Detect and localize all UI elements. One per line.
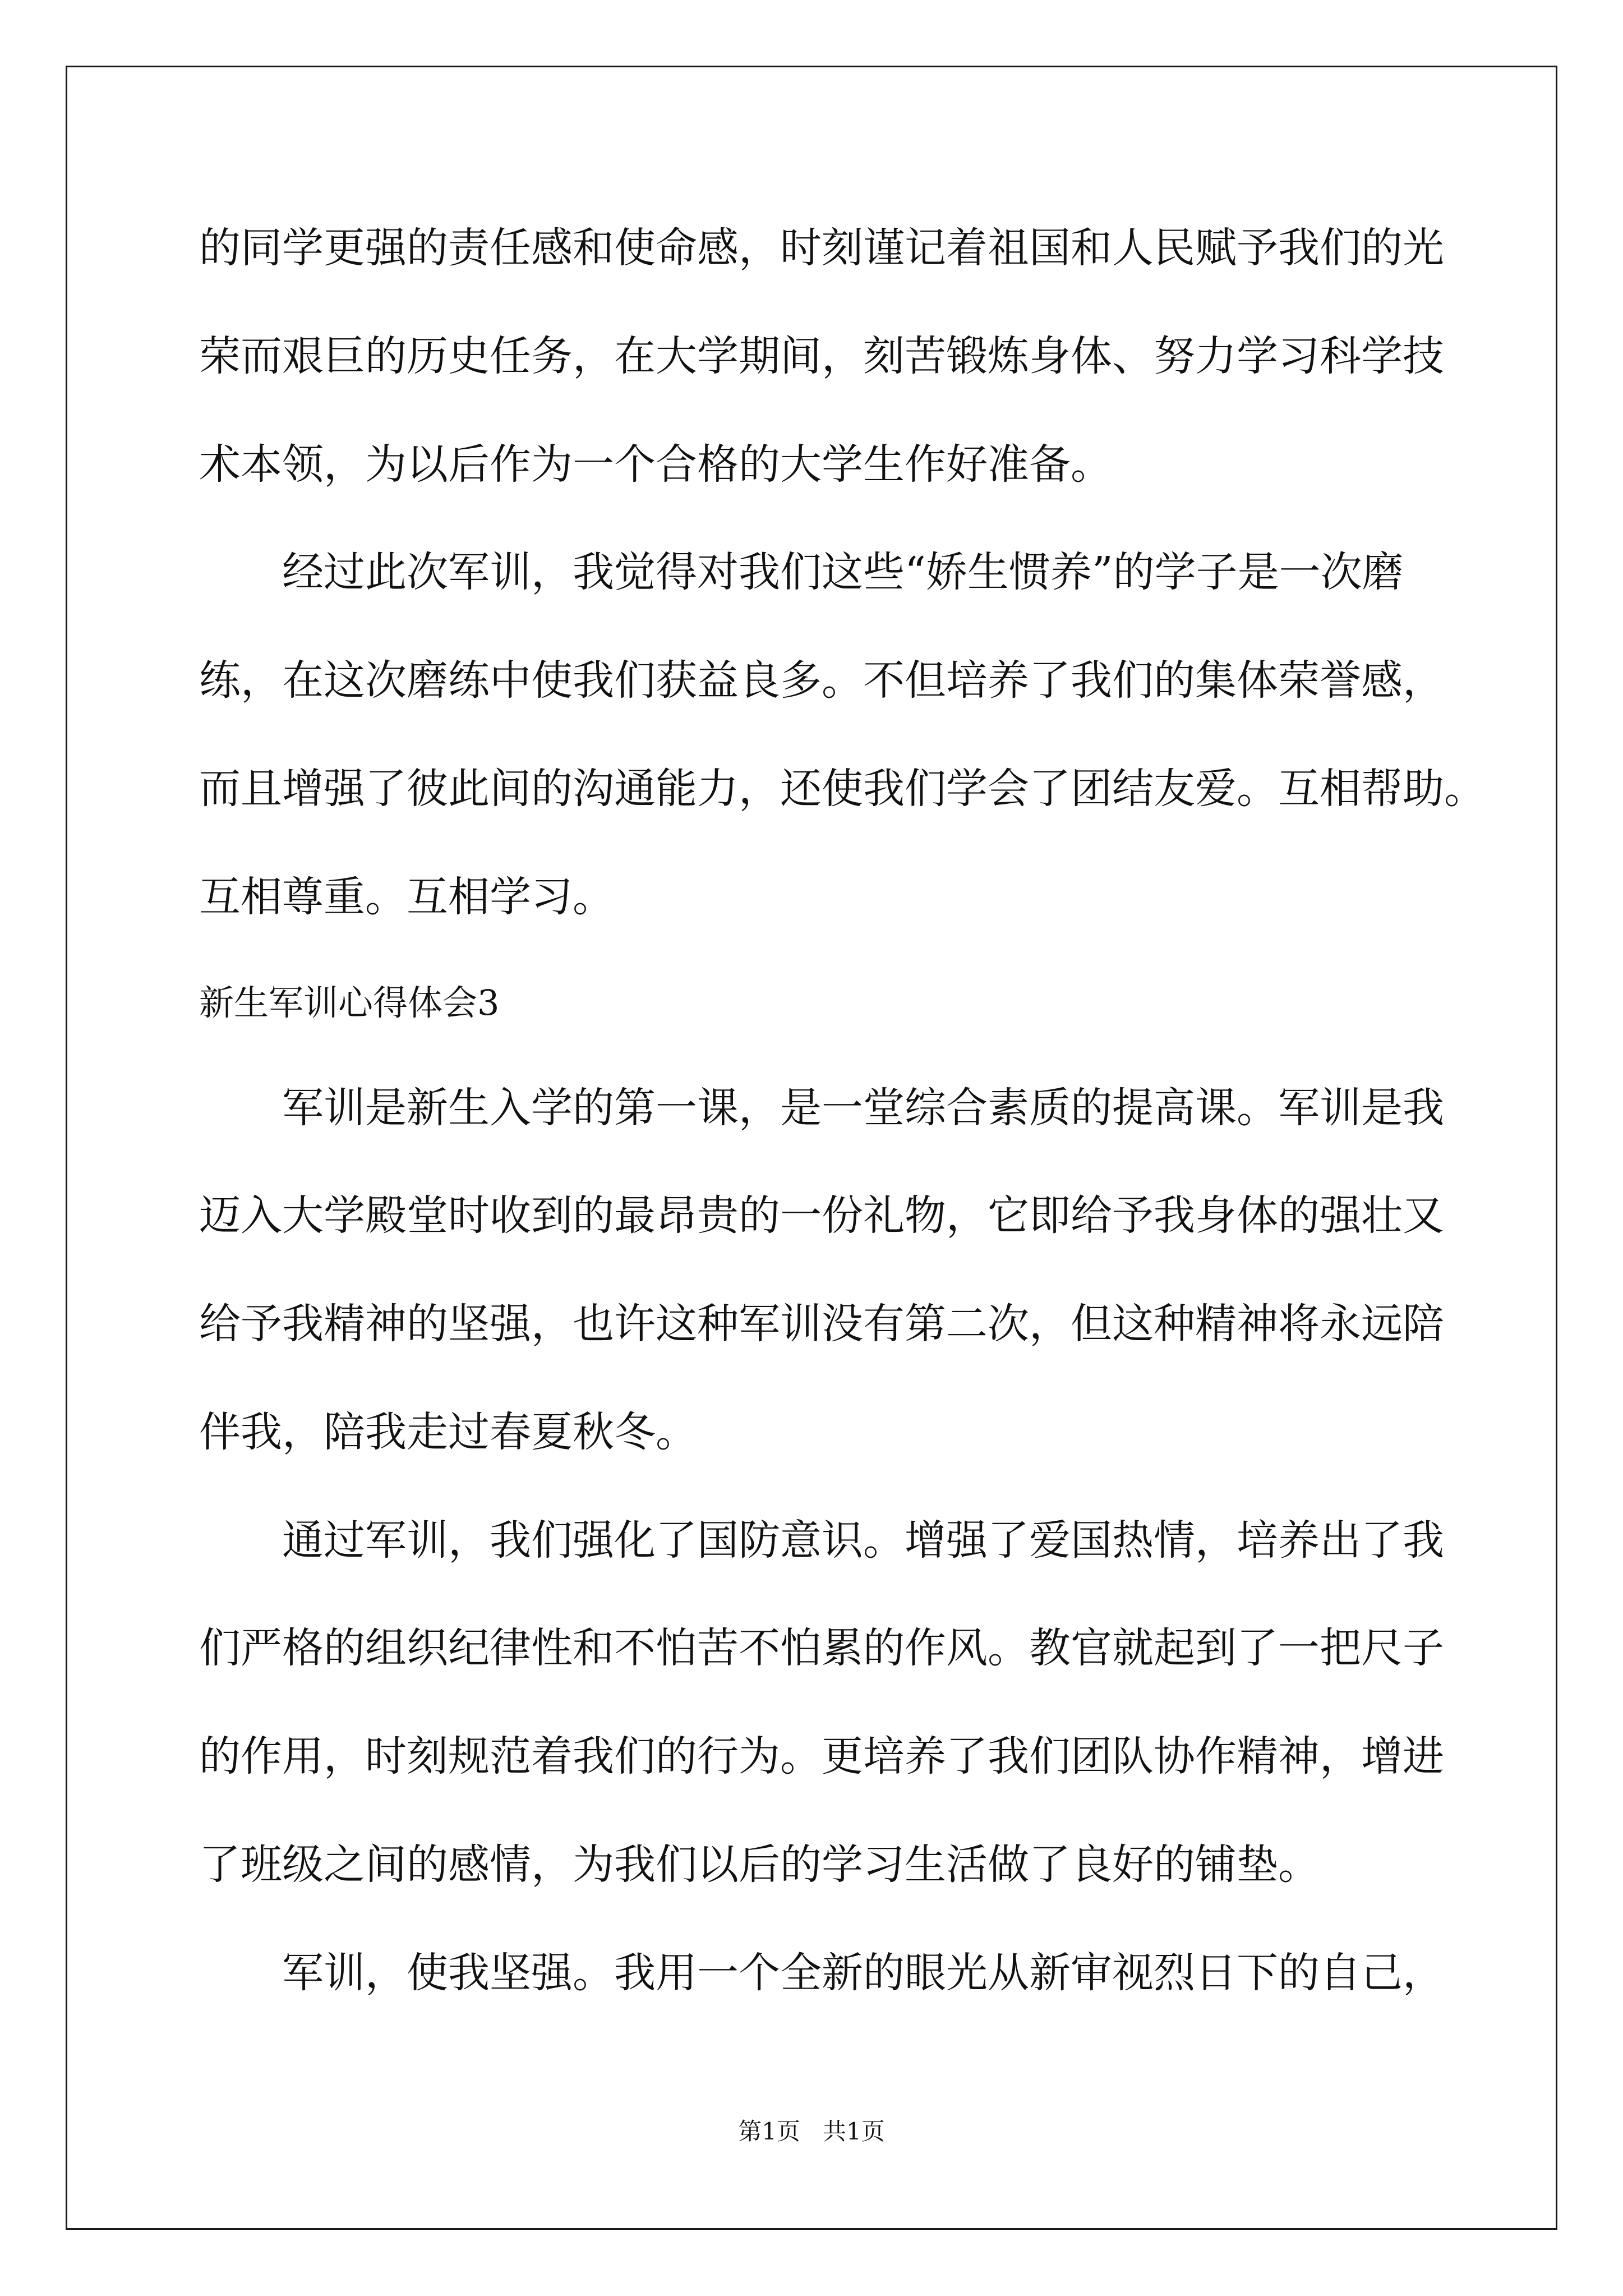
text-line: 术本领，为以后作为一个合格的大学生作好准备。 bbox=[199, 440, 1112, 489]
text-line: 通过军训，我们强化了国防意识。增强了爱国热情，培养出了我 bbox=[282, 1516, 1444, 1565]
page-footer: 第1页 共1页 bbox=[738, 2118, 885, 2145]
text-line: 经过此次军训，我觉得对我们这些“娇生惯养”的学子是一次磨 bbox=[282, 548, 1404, 596]
page-frame bbox=[66, 66, 1557, 2230]
text-line: 伴我，陪我走过春夏秋冬。 bbox=[199, 1408, 697, 1456]
text-line: 互相尊重。互相学习。 bbox=[199, 873, 614, 921]
text-line: 给予我精神的坚强，也许这种军训没有第二次，但这种精神将永远陪 bbox=[199, 1300, 1444, 1348]
text-line: 们严格的组织纪律性和不怕苦不怕累的作风。教官就起到了一把尺子 bbox=[199, 1624, 1444, 1672]
text-line: 的同学更强的责任感和使命感，时刻谨记着祖国和人民赋予我们的光 bbox=[199, 224, 1444, 272]
text-line: 迈入大学殿堂时收到的最昂贵的一份礼物，它即给予我身体的强壮又 bbox=[199, 1191, 1444, 1240]
text-line: 而且增强了彼此间的沟通能力，还使我们学会了团结友爱。互相帮助。 bbox=[199, 765, 1486, 813]
text-line: 军训是新生入学的第一课，是一堂综合素质的提高课。军训是我 bbox=[282, 1084, 1444, 1132]
text-line: 的作用，时刻规范着我们的行为。更培养了我们团队协作精神，增进 bbox=[199, 1732, 1444, 1780]
section-heading: 新生军训心得体会3 bbox=[199, 982, 500, 1023]
text-line: 荣而艰巨的历史任务，在大学期间，刻苦锻炼身体、努力学习科学技 bbox=[199, 332, 1444, 380]
text-line: 练，在这次磨练中使我们获益良多。不但培养了我们的集体荣誉感， bbox=[199, 656, 1444, 705]
text-line: 了班级之间的感情，为我们以后的学习生活做了良好的铺垫。 bbox=[199, 1841, 1320, 1889]
text-line: 军训，使我坚强。我用一个全新的眼光从新审视烈日下的自己， bbox=[282, 1949, 1444, 1997]
